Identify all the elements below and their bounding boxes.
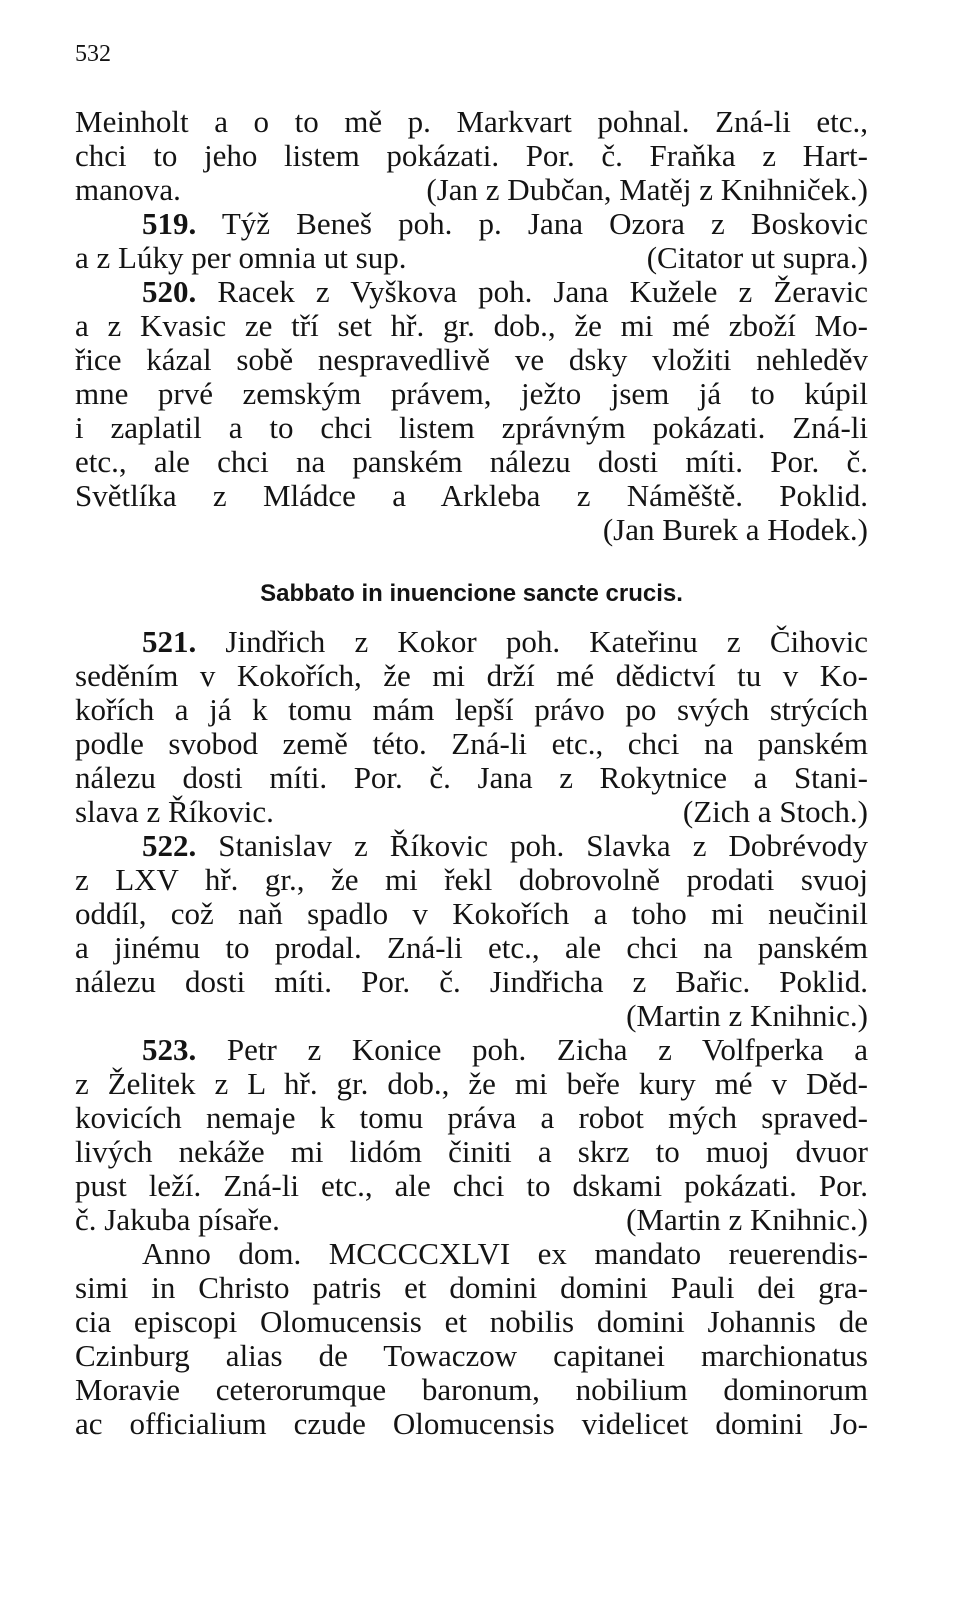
entry-520 — [75, 275, 868, 309]
text-line: seděním v Kokořích, že mi drží mé dědictví tu v Ko- — [75, 658, 868, 693]
page-number: 532 — [75, 41, 111, 67]
text-fragment: Petr z Konice poh. Zicha z Volfperka a — [196, 1032, 868, 1067]
entry-523 — [75, 1033, 868, 1067]
text-line — [75, 173, 868, 207]
entry-number: 522. — [142, 828, 197, 863]
text-line — [75, 1203, 868, 1237]
scribe-note: (Martin z Knihnic.) — [626, 1202, 868, 1237]
text-line: kořích a já k tomu mám lepší právo po svých strýcích — [75, 692, 868, 727]
text-line: mne prvé zemským právem, ježto jsem já to kúpil — [75, 376, 868, 411]
entry-number: 521. — [142, 624, 197, 659]
text-line — [75, 795, 868, 829]
text-fragment: slava z Říkovic. — [75, 794, 274, 829]
text-line: pust leží. Zná-li etc., ale chci to dskami pokázati. Por. — [75, 1168, 868, 1203]
text-line: a jinému to prodal. Zná-li etc., ale chci na panském — [75, 930, 868, 965]
text-line: kovicích nemaje k tomu práva a robot mých spraved- — [75, 1100, 868, 1135]
text-line: livých nekáže mi lidóm činiti a skrz to muoj dvuor — [75, 1134, 868, 1169]
scribe-note: (Zich a Stoch.) — [682, 794, 868, 829]
text-line: simi in Christo patris et domini domini Pauli dei gra- — [75, 1270, 868, 1305]
text-line: etc., ale chci na panském nálezu dosti míti. Por. č. — [75, 444, 868, 479]
text-line: cia episcopi Olomucensis et nobilis domini Johannis de — [75, 1304, 868, 1339]
text-line: Moravie ceterorumque baronum, nobilium dominorum — [75, 1372, 868, 1407]
text-line: Světlíka z Mládce a Arkleba z Náměště. Poklid. — [75, 478, 868, 513]
section-heading: Sabbato in inuencione sancte crucis. — [260, 580, 683, 607]
text-line: i zaplatil a to chci listem zprávným pokázati. Zná-li — [75, 410, 868, 445]
entry-number: 523. — [142, 1032, 197, 1067]
text-line: z LXV hř. gr., že mi řekl dobrovolně prodati svuoj — [75, 862, 868, 897]
text-line: z Želitek z L hř. gr. dob., že mi beře kury mé v Děd- — [75, 1066, 868, 1101]
text-fragment: Racek z Vyškova poh. Jana Kužele z Žeravic — [196, 274, 868, 309]
entry-519 — [75, 207, 868, 241]
scribe-note: (Jan z Dubčan, Matěj z Knihniček.) — [426, 172, 868, 207]
text-fragment: Stanislav z Říkovic poh. Slavka z Dobrévody — [196, 828, 868, 863]
text-line: Meinholt a o to mě p. Markvart pohnal. Zná-li etc., — [75, 104, 868, 139]
text-line — [75, 241, 868, 275]
entry-number: 519. — [142, 206, 197, 241]
scribe-note: (Citator ut supra.) — [646, 240, 868, 275]
text-line: Anno dom. MCCCCXLVI ex mandato reuerendis- — [142, 1236, 868, 1271]
text-line: a z Kvasic ze tří set hř. gr. dob., že mi mé zboží Mo- — [75, 308, 868, 343]
scribe-note: (Martin z Knihnic.) — [626, 998, 868, 1033]
text-line: nálezu dosti míti. Por. č. Jana z Rokytnice a Stani- — [75, 760, 868, 795]
text-line: ac officialium czude Olomucensis videlicet domini Jo- — [75, 1406, 868, 1441]
text-line: řice kázal sobě nespravedlivě ve dsky vložiti nehleděv — [75, 342, 868, 377]
text-line: oddíl, což naň spadlo v Kokořích a toho mi neučinil — [75, 896, 868, 931]
text-fragment: Týž Beneš poh. p. Jana Ozora z Boskovic — [196, 206, 868, 241]
scribe-note: (Jan Burek a Hodek.) — [602, 512, 868, 547]
entry-522 — [75, 829, 868, 863]
text-line: podle svobod země této. Zná-li etc., chci na panském — [75, 726, 868, 761]
text-line: nálezu dosti míti. Por. č. Jindřicha z Bařic. Poklid. — [75, 964, 868, 999]
text-fragment: a z Lúky per omnia ut sup. — [75, 240, 407, 275]
text-line: Czinburg alias de Towaczow capitanei marchionatus — [75, 1338, 868, 1373]
text-line: chci to jeho listem pokázati. Por. č. Fraňka z Hart- — [75, 138, 868, 173]
entry-number: 520. — [142, 274, 197, 309]
text-fragment: č. Jakuba písaře. — [75, 1202, 280, 1237]
entry-521 — [75, 625, 868, 659]
text-fragment: Jindřich z Kokor poh. Kateřinu z Čihovic — [196, 624, 868, 659]
text-fragment: manova. — [75, 172, 181, 207]
body-text — [75, 105, 868, 1441]
